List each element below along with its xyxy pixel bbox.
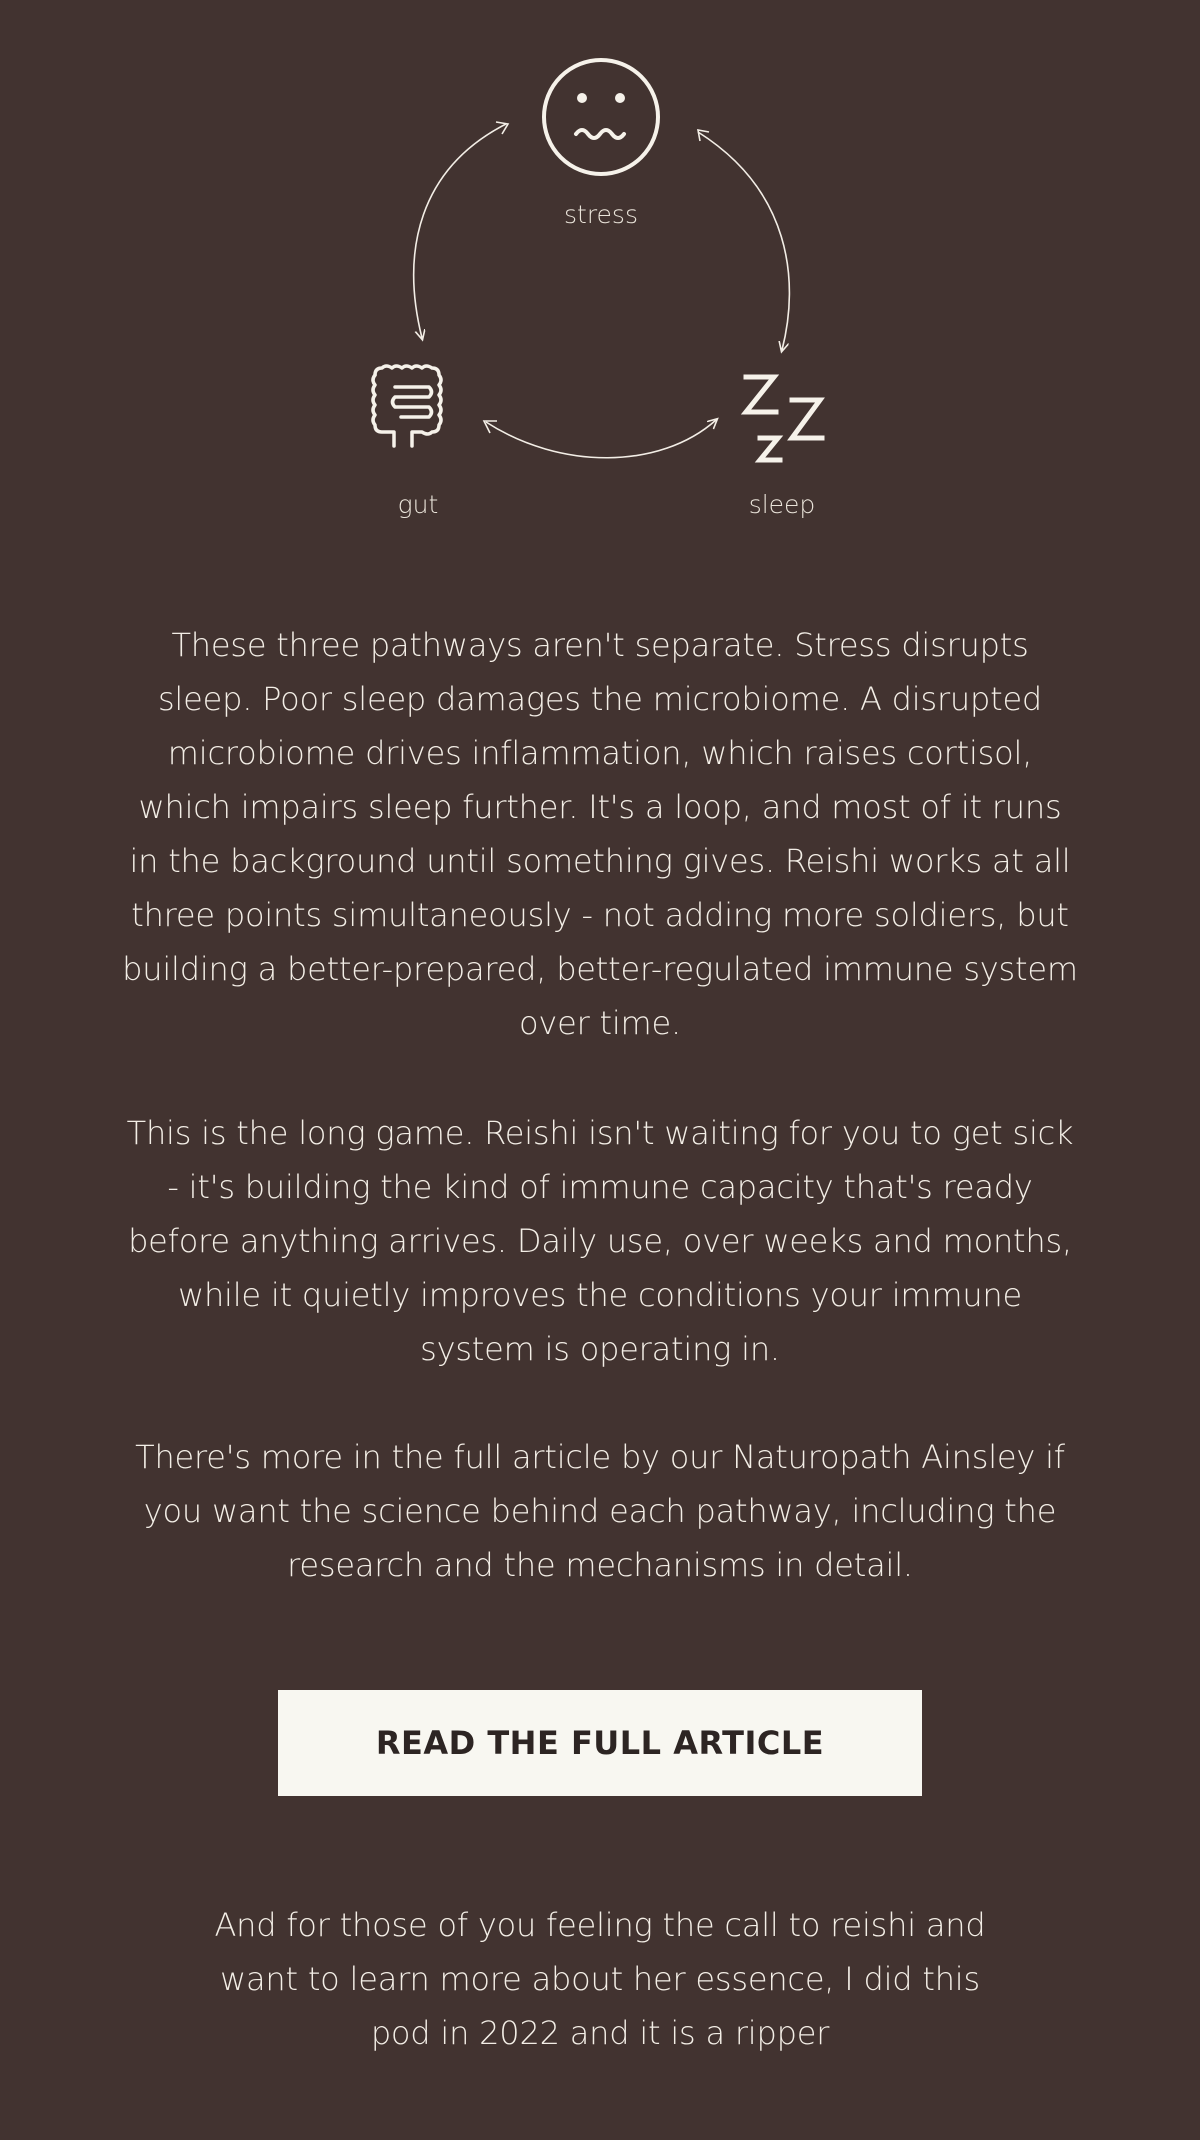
gut-label: gut <box>397 490 439 519</box>
stress-gut-sleep-diagram <box>0 0 1200 560</box>
paragraph-loop: These three pathways aren't separate. Stress disrupts sleep. Poor sleep damages the microbiome. A disrupted microbiome drives inflammation, which raises cortisol, which impairs sleep further. It's a loop, and most of it runs in the background until something gives. Reishi works at all three points simultaneously - not adding more soldiers, but building a better-prepared, better-regulated immune system over time. <box>122 626 1078 1042</box>
sleep-label: sleep <box>748 490 816 519</box>
diagram-graphic <box>0 0 1200 560</box>
zzz-sleep-icon <box>746 377 822 460</box>
closing-text-container <box>190 1898 1010 2060</box>
stress-label: stress <box>564 200 638 229</box>
arrow-gut-sleep <box>486 420 716 458</box>
paragraph-podcast: And for those of you feeling the call to reishi and want to learn more about her essence, I did this pod in 2022 and it is a ripper <box>214 1906 986 2052</box>
body-text-3-container <box>120 1430 1080 1592</box>
paragraph-long-game: This is the long game. Reishi isn't waiting for you to get sick - it's building the kind of immune capacity that's ready before anything arrives. Daily use, over weeks and months, while it quietly improves the conditions your immune system is operating in. <box>126 1114 1074 1368</box>
body-text-1-container <box>120 618 1080 1050</box>
arrow-stress-sleep <box>698 132 789 350</box>
paragraph-full-article: There's more in the full article by our Naturopath Ainsley if you want the science behind each pathway, including the research and the mechanisms in detail. <box>135 1438 1065 1584</box>
arrow-stress-to-gut <box>414 124 506 338</box>
read-full-article-button[interactable]: READ THE FULL ARTICLE <box>278 1690 922 1796</box>
worried-face-icon <box>544 60 658 174</box>
intestine-icon <box>373 366 441 446</box>
body-text-2-container <box>120 1106 1080 1376</box>
